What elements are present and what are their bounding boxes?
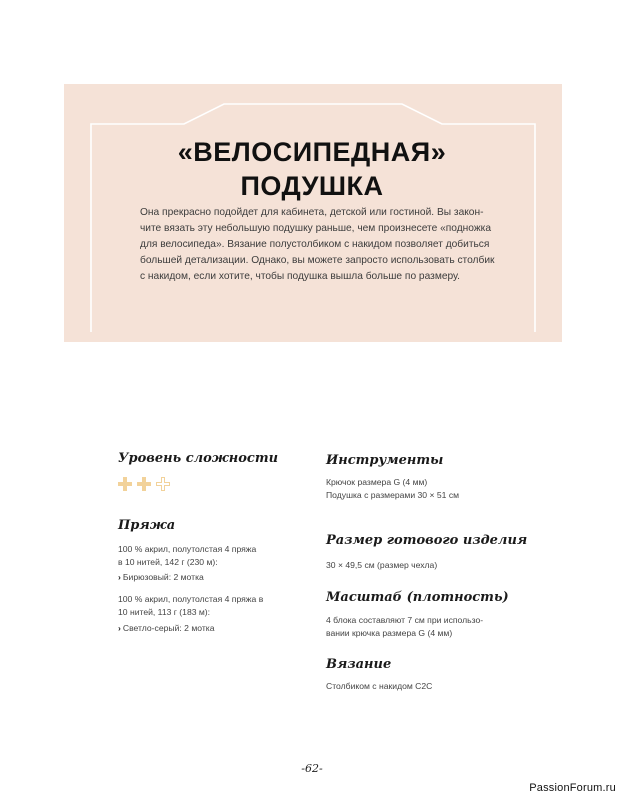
intro-line: чите вязать эту небольшую подушку раньше, чем произнесете «подножка (140, 223, 492, 234)
yarn-heading: Пряжа (118, 518, 176, 533)
intro-paragraph (140, 205, 495, 285)
empty-cross-icon (156, 477, 170, 491)
gauge-text: 4 блока составляют 7 см при использо- (326, 615, 484, 625)
yarn-text: 100 % акрил, полутолстая 4 пряжа в (118, 594, 264, 604)
filled-cross-icon (137, 477, 151, 491)
tools-text: Крючок размера G (4 мм) (326, 477, 428, 487)
yarn-text: 100 % акрил, полутолстая 4 пряжа (118, 544, 257, 554)
gauge-text: вании крючка размера G (4 мм) (326, 628, 453, 638)
knitting-heading: Вязание (326, 657, 392, 672)
size-text: 30 × 49,5 см (размер чехла) (326, 560, 438, 570)
tools-heading: Инструменты (326, 453, 444, 468)
gauge-heading: Масштаб (плотность) (326, 590, 509, 605)
bullet-chevron-icon: › (118, 623, 121, 633)
bullet-chevron-icon: › (118, 572, 121, 582)
yarn-item-label: Бирюзовый: 2 мотка (122, 572, 204, 582)
intro-line: Она прекрасно подойдет для кабинета, детской или гостиной. Вы закон- (140, 207, 484, 218)
yarn-text: в 10 нитей, 142 г (230 м): (118, 557, 218, 567)
knitting-text: Столбиком с накидом C2C (326, 681, 433, 691)
tools-text: Подушка с размерами 30 × 51 см (326, 490, 460, 500)
title-line-1: «ВЕЛОСИПЕДНАЯ» (177, 137, 447, 167)
intro-line: с накидом, если хотите, чтобы подушка вышла больше по размеру. (140, 271, 460, 282)
watermark: PassionForum.ru (529, 782, 616, 794)
yarn-item-label: Светло-серый: 2 мотка (122, 623, 215, 633)
intro-line: большей детализации. Однако, вы можете запросто использовать столбик (140, 255, 495, 266)
yarn-text: 10 нитей, 113 г (183 м): (118, 607, 211, 617)
yarn-color-item (118, 622, 214, 635)
difficulty-heading: Уровень сложности (118, 451, 279, 466)
difficulty-rating (118, 477, 175, 496)
page-title (0, 135, 624, 203)
size-heading: Размер готового изделия (326, 533, 528, 548)
yarn-color-item (118, 571, 204, 584)
title-line-2: ПОДУШКА (240, 171, 384, 201)
filled-cross-icon (118, 477, 132, 491)
intro-line: для велосипеда». Вязание полустолбиком с накидом позволяет добиться (140, 239, 490, 250)
page-number: -62- (301, 762, 323, 775)
